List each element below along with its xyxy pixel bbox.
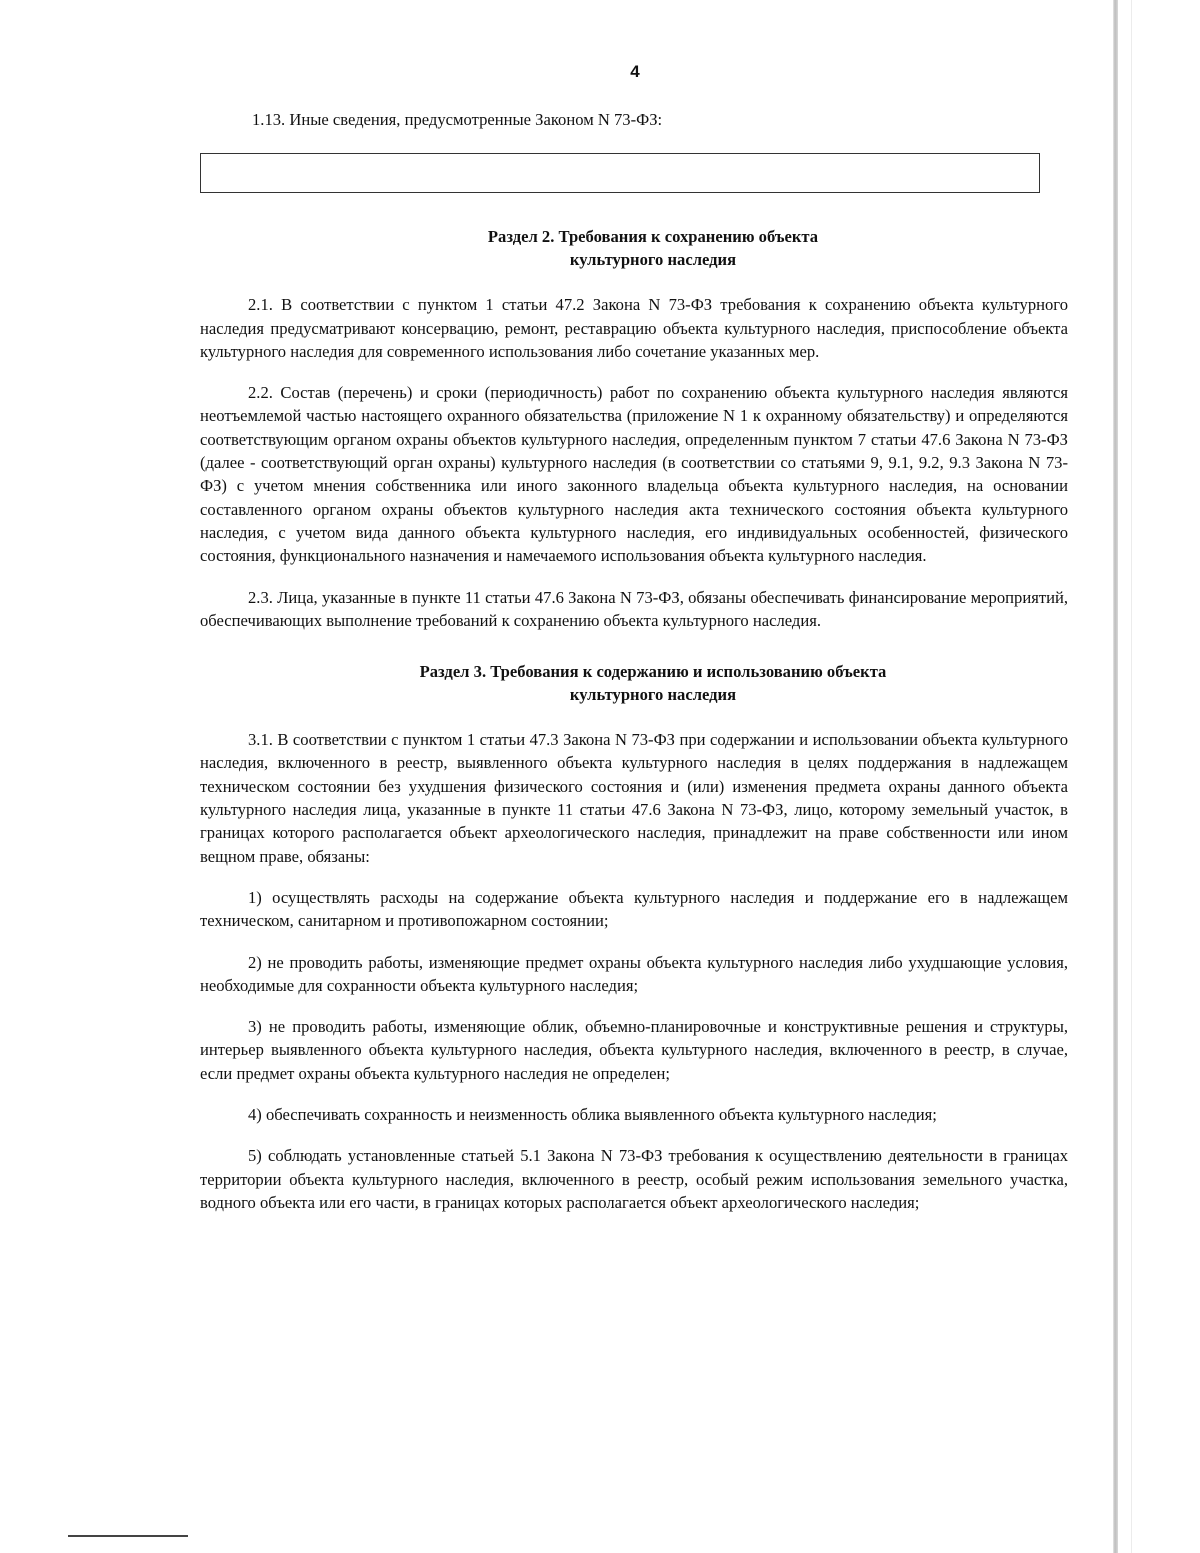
paragraph-2-3: 2.3. Лица, указанные в пункте 11 статьи 47.6 Закона N 73-ФЗ, обязаны обеспечивать финансирование мероприятий, обеспечивающих выполнение требований к сохранению объекта культурного наследия. <box>200 587 1068 630</box>
section-3-title <box>200 660 1068 706</box>
list-item: 5) соблюдать установленные статьей 5.1 Закона N 73-ФЗ требования к осуществлению деятельности в границах территории объекта культурного наследия, включенного в реестр, особый режим использования земельного участка, водного объекта или его части, в границах которых располагается объект археологического наследия; <box>200 1146 1068 1212</box>
other-info-field[interactable] <box>200 153 1040 193</box>
scan-edge-line <box>1131 0 1132 1553</box>
page-number: 4 <box>630 62 640 81</box>
list-item: 4) обеспечивать сохранность и неизменность облика выявленного объекта культурного наследия; <box>248 1105 937 1125</box>
section-3-title-line2: культурного наследия <box>569 685 737 705</box>
list-item: 1) осуществлять расходы на содержание объекта культурного наследия и поддержание его в надлежащем техническом, санитарном и противопожарном состоянии; <box>200 887 1068 931</box>
scan-edge-shadow <box>1113 0 1118 1553</box>
section-3-title-line1: Раздел 3. Требования к содержанию и использованию объекта <box>419 662 887 682</box>
scan-bottom-mark <box>68 1535 188 1537</box>
section-2-title-line1: Раздел 2. Требования к сохранению объекта <box>487 227 819 247</box>
paragraph-3-1: 3.1. В соответствии с пунктом 1 статьи 47.3 Закона N 73-ФЗ при содержании и использовании объекта культурного наследия, включенного в реестр, выявленного объекта культурного наследия в целях поддержания в надлежащем техническом состоянии без ухудшения физического состояния и (или) изменения предмета охраны данного объекта культурного наследия лица, указанные в пункте 11 статьи 47.6 Закона N 73-ФЗ, лицо, которому земельный участок, в границах которого располагается объект археологического наследия, принадлежит на праве собственности или ином вещном праве, обязаны: <box>200 730 1068 866</box>
section-2-title-line2: культурного наследия <box>569 250 737 270</box>
item-1-13: 1.13. Иные сведения, предусмотренные Законом N 73-ФЗ: <box>252 110 663 129</box>
list-item: 3) не проводить работы, изменяющие облик, объемно-планировочные и конструктивные решения и структуры, интерьер выявленного объекта культурного наследия, объекта культурного наследия, включенного в реестр, в случае, если предмет охраны объекта культурного наследия не определен; <box>200 1017 1068 1083</box>
paragraph-2-2: 2.2. Состав (перечень) и сроки (периодичность) работ по сохранению объекта культурного наследия являются неотъемлемой частью настоящего охранного обязательства (приложение N 1 к охранному обязательству) и определяются соответствующим органом охраны объектов культурного наследия, определенным пунктом 7 статьи 47.6 Закона N 73-ФЗ (далее - соответствующий орган охраны) культурного наследия (в соответствии со статьями 9, 9.1, 9.2, 9.3 Закона N 73-ФЗ) с учетом мнения собственника или иного законного владельца объекта культурного наследия, на основании составленного органом охраны объектов культурного наследия акта технического состояния объекта культурного наследия, с учетом вида данного объекта культурного наследия, его индивидуальных особенностей, физического состояния, функционального назначения и намечаемого использования объекта культурного наследия. <box>200 383 1068 566</box>
section-2-title <box>200 225 1068 271</box>
paragraph-2-1: 2.1. В соответствии с пунктом 1 статьи 47.2 Закона N 73-ФЗ требования к сохранению объекта культурного наследия предусматривают консервацию, ремонт, реставрацию объекта культурного наследия, приспособление объекта культурного наследия для современного использования либо сочетание указанных мер. <box>200 295 1068 361</box>
document-body <box>200 108 1068 1214</box>
list-item: 2) не проводить работы, изменяющие предмет охраны объекта культурного наследия либо ухудшающие условия, необходимые для сохранности объекта культурного наследия; <box>200 952 1068 995</box>
